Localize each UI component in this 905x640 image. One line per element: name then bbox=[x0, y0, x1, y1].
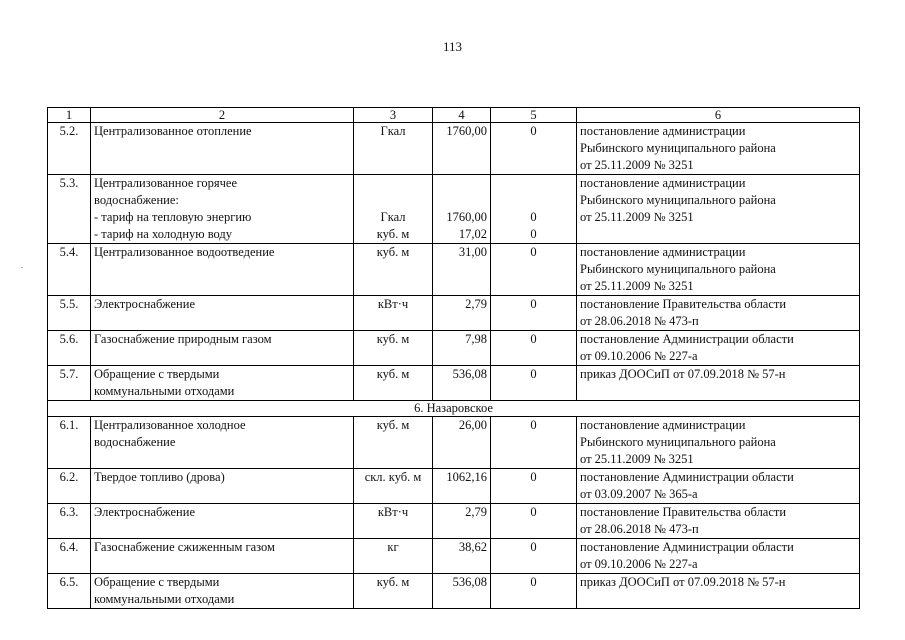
unit-line: кВт·ч bbox=[377, 505, 409, 519]
column-5-cell bbox=[491, 539, 577, 574]
tariff-value-line bbox=[436, 175, 487, 192]
legal-basis-cell bbox=[577, 331, 860, 366]
legal-basis-line: Рыбинского муниципального района bbox=[580, 193, 776, 207]
service-name-line: Газоснабжение природным газом bbox=[94, 332, 272, 346]
column-5-line: 0 bbox=[530, 332, 537, 346]
service-name-cell bbox=[91, 417, 354, 469]
tariff-value-cell bbox=[433, 366, 491, 401]
column-5-cell bbox=[491, 417, 577, 469]
tariff-value-line: 2,79 bbox=[465, 297, 487, 311]
table-row bbox=[48, 417, 860, 469]
column-5-line: 0 bbox=[530, 227, 537, 241]
service-name-line: Твердое топливо (дрова) bbox=[94, 470, 225, 484]
service-name-line: Обращение с твердыми bbox=[94, 367, 220, 381]
unit-line bbox=[357, 175, 429, 192]
row-number-cell: 6.1. bbox=[48, 417, 91, 469]
unit-line: кВт·ч bbox=[377, 297, 409, 311]
column-5-line: 0 bbox=[530, 418, 537, 432]
tariff-value-cell bbox=[433, 123, 491, 175]
legal-basis-line: от 25.11.2009 № 3251 bbox=[580, 158, 694, 172]
service-name-cell bbox=[91, 539, 354, 574]
tariff-value-line: 7,98 bbox=[465, 332, 487, 346]
legal-basis-cell bbox=[577, 244, 860, 296]
table-row bbox=[48, 574, 860, 609]
page-number: 113 bbox=[442, 39, 463, 54]
legal-basis-line: от 09.10.2006 № 227-а bbox=[580, 557, 698, 571]
legal-basis-line: Рыбинского муниципального района bbox=[580, 262, 776, 276]
header-cell-4: 4 bbox=[433, 108, 491, 123]
tariff-value-cell bbox=[433, 244, 491, 296]
service-name-cell bbox=[91, 366, 354, 401]
legal-basis-line: постановление администрации bbox=[580, 176, 746, 190]
unit-cell bbox=[354, 244, 433, 296]
row-number-cell: 5.3. bbox=[48, 175, 91, 244]
column-5-cell bbox=[491, 244, 577, 296]
legal-basis-cell bbox=[577, 574, 860, 609]
service-name-line: Централизованное водоотведение bbox=[94, 245, 275, 259]
tariff-table bbox=[47, 107, 860, 609]
tariff-value-line: 1760,00 bbox=[446, 210, 487, 224]
row-number-cell: 5.5. bbox=[48, 296, 91, 331]
legal-basis-cell bbox=[577, 175, 860, 244]
legal-basis-line: Рыбинского муниципального района bbox=[580, 435, 776, 449]
column-5-line: 0 bbox=[530, 470, 537, 484]
service-name-line: коммунальными отходами bbox=[94, 384, 235, 398]
legal-basis-line: постановление Администрации области bbox=[580, 470, 794, 484]
tariff-value-cell bbox=[433, 504, 491, 539]
legal-basis-line: от 25.11.2009 № 3251 bbox=[580, 452, 694, 466]
table-row bbox=[48, 244, 860, 296]
unit-line: куб. м bbox=[376, 367, 410, 381]
tariff-value-line: 1062,16 bbox=[446, 470, 487, 484]
tariff-value-cell bbox=[433, 417, 491, 469]
legal-basis-cell bbox=[577, 504, 860, 539]
legal-basis-cell bbox=[577, 366, 860, 401]
column-5-cell bbox=[491, 175, 577, 244]
legal-basis-cell bbox=[577, 469, 860, 504]
unit-line: куб. м bbox=[376, 575, 410, 589]
unit-cell bbox=[354, 123, 433, 175]
unit-cell bbox=[354, 504, 433, 539]
unit-cell bbox=[354, 296, 433, 331]
unit-line: куб. м bbox=[376, 245, 410, 259]
section-heading-row bbox=[48, 401, 860, 417]
service-name-cell bbox=[91, 504, 354, 539]
legal-basis-line: Рыбинского муниципального района bbox=[580, 141, 776, 155]
legal-basis-line: постановление Правительства области bbox=[580, 505, 787, 519]
legal-basis-cell bbox=[577, 539, 860, 574]
unit-cell bbox=[354, 331, 433, 366]
service-name-line: коммунальными отходами bbox=[94, 592, 235, 606]
column-5-line: 0 bbox=[530, 540, 537, 554]
service-name-line: Электроснабжение bbox=[94, 297, 195, 311]
unit-line: куб. м bbox=[376, 227, 410, 241]
column-5-cell bbox=[491, 574, 577, 609]
service-name-line: водоснабжение bbox=[94, 435, 176, 449]
unit-line: Гкал bbox=[380, 210, 406, 224]
tariff-value-line: 536,08 bbox=[452, 367, 487, 381]
service-name-line: водоснабжение: bbox=[94, 193, 179, 207]
legal-basis-line: постановление Правительства области bbox=[580, 297, 787, 311]
header-cell-1: 1 bbox=[48, 108, 91, 123]
row-number-cell: 5.2. bbox=[48, 123, 91, 175]
legal-basis-line: от 28.06.2018 № 473-п bbox=[580, 314, 699, 328]
service-name-cell bbox=[91, 469, 354, 504]
legal-basis-line: приказ ДООСиП от 07.09.2018 № 57-н bbox=[580, 367, 786, 381]
column-5-line bbox=[494, 192, 573, 209]
legal-basis-cell bbox=[577, 296, 860, 331]
service-name-line: - тариф на тепловую энергию bbox=[94, 210, 252, 224]
unit-line: кг bbox=[387, 540, 399, 554]
section-title: 6. Назаровское bbox=[48, 401, 860, 417]
table-row bbox=[48, 123, 860, 175]
tariff-value-line bbox=[436, 192, 487, 209]
legal-basis-cell bbox=[577, 417, 860, 469]
legal-basis-line: постановление Администрации области bbox=[580, 332, 794, 346]
service-name-line: Электроснабжение bbox=[94, 505, 195, 519]
legal-basis-line: приказ ДООСиП от 07.09.2018 № 57-н bbox=[580, 575, 786, 589]
tariff-value-line: 26,00 bbox=[458, 418, 487, 432]
row-number-cell: 6.2. bbox=[48, 469, 91, 504]
column-5-line: 0 bbox=[530, 210, 537, 224]
tariff-value-cell bbox=[433, 574, 491, 609]
row-number-cell: 5.4. bbox=[48, 244, 91, 296]
table-row bbox=[48, 539, 860, 574]
legal-basis-line: от 25.11.2009 № 3251 bbox=[580, 210, 694, 224]
column-5-cell bbox=[491, 331, 577, 366]
legal-basis-line: постановление администрации bbox=[580, 124, 746, 138]
service-name-line: Централизованное горячее bbox=[94, 176, 238, 190]
row-number-cell: 6.5. bbox=[48, 574, 91, 609]
header-cell-6: 6 bbox=[577, 108, 860, 123]
column-5-line: 0 bbox=[530, 575, 537, 589]
column-5-cell bbox=[491, 504, 577, 539]
unit-line bbox=[357, 192, 429, 209]
service-name-line: Газоснабжение сжиженным газом bbox=[94, 540, 275, 554]
column-5-cell bbox=[491, 469, 577, 504]
tariff-value-cell bbox=[433, 539, 491, 574]
header-cell-5: 5 bbox=[491, 108, 577, 123]
table-row bbox=[48, 469, 860, 504]
tariff-value-cell bbox=[433, 296, 491, 331]
column-5-line: 0 bbox=[530, 367, 537, 381]
legal-basis-line: постановление администрации bbox=[580, 418, 746, 432]
column-5-line: 0 bbox=[530, 505, 537, 519]
service-name-cell bbox=[91, 175, 354, 244]
column-5-cell bbox=[491, 123, 577, 175]
unit-cell bbox=[354, 175, 433, 244]
row-number-cell: 6.4. bbox=[48, 539, 91, 574]
column-5-line bbox=[494, 175, 573, 192]
table-row bbox=[48, 366, 860, 401]
tariff-value-cell bbox=[433, 469, 491, 504]
service-name-line: - тариф на холодную воду bbox=[94, 227, 233, 241]
unit-cell bbox=[354, 574, 433, 609]
table-row bbox=[48, 175, 860, 244]
service-name-cell bbox=[91, 244, 354, 296]
table-row bbox=[48, 331, 860, 366]
unit-line: куб. м bbox=[376, 332, 410, 346]
service-name-cell bbox=[91, 574, 354, 609]
table-body bbox=[48, 108, 860, 609]
column-5-cell bbox=[491, 366, 577, 401]
unit-line: скл. куб. м bbox=[364, 470, 422, 484]
unit-cell bbox=[354, 469, 433, 504]
column-5-cell bbox=[491, 296, 577, 331]
tariff-value-line: 2,79 bbox=[465, 505, 487, 519]
legal-basis-line: от 25.11.2009 № 3251 bbox=[580, 279, 694, 293]
service-name-line: Обращение с твердыми bbox=[94, 575, 220, 589]
header-cell-3: 3 bbox=[354, 108, 433, 123]
legal-basis-line: от 03.09.2007 № 365-а bbox=[580, 487, 698, 501]
legal-basis-line: постановление администрации bbox=[580, 245, 746, 259]
table-header-row bbox=[48, 108, 860, 123]
legal-basis-line: от 09.10.2006 № 227-а bbox=[580, 349, 698, 363]
unit-line: куб. м bbox=[376, 418, 410, 432]
service-name-cell bbox=[91, 296, 354, 331]
tariff-value-cell bbox=[433, 331, 491, 366]
service-name-cell bbox=[91, 123, 354, 175]
tariff-value-line: 1760,00 bbox=[446, 124, 487, 138]
table-row bbox=[48, 296, 860, 331]
tariff-value-cell bbox=[433, 175, 491, 244]
legal-basis-cell bbox=[577, 123, 860, 175]
row-number-cell: 6.3. bbox=[48, 504, 91, 539]
header-cell-2: 2 bbox=[91, 108, 354, 123]
tariff-value-line: 536,08 bbox=[452, 575, 487, 589]
row-number-cell: 5.6. bbox=[48, 331, 91, 366]
unit-line: Гкал bbox=[380, 124, 406, 138]
service-name-line: Централизованное отопление bbox=[94, 124, 252, 138]
service-name-line: Централизованное холодное bbox=[94, 418, 246, 432]
unit-cell bbox=[354, 539, 433, 574]
tariff-value-line: 17,02 bbox=[458, 227, 487, 241]
table-row bbox=[48, 504, 860, 539]
column-5-line: 0 bbox=[530, 245, 537, 259]
legal-basis-line: постановление Администрации области bbox=[580, 540, 794, 554]
tariff-value-line: 38,62 bbox=[458, 540, 487, 554]
service-name-cell bbox=[91, 331, 354, 366]
legal-basis-line: от 28.06.2018 № 473-п bbox=[580, 522, 699, 536]
stray-mark: . bbox=[21, 261, 23, 270]
row-number-cell: 5.7. bbox=[48, 366, 91, 401]
tariff-value-line: 31,00 bbox=[458, 245, 487, 259]
unit-cell bbox=[354, 417, 433, 469]
unit-cell bbox=[354, 366, 433, 401]
column-5-line: 0 bbox=[530, 124, 537, 138]
column-5-line: 0 bbox=[530, 297, 537, 311]
